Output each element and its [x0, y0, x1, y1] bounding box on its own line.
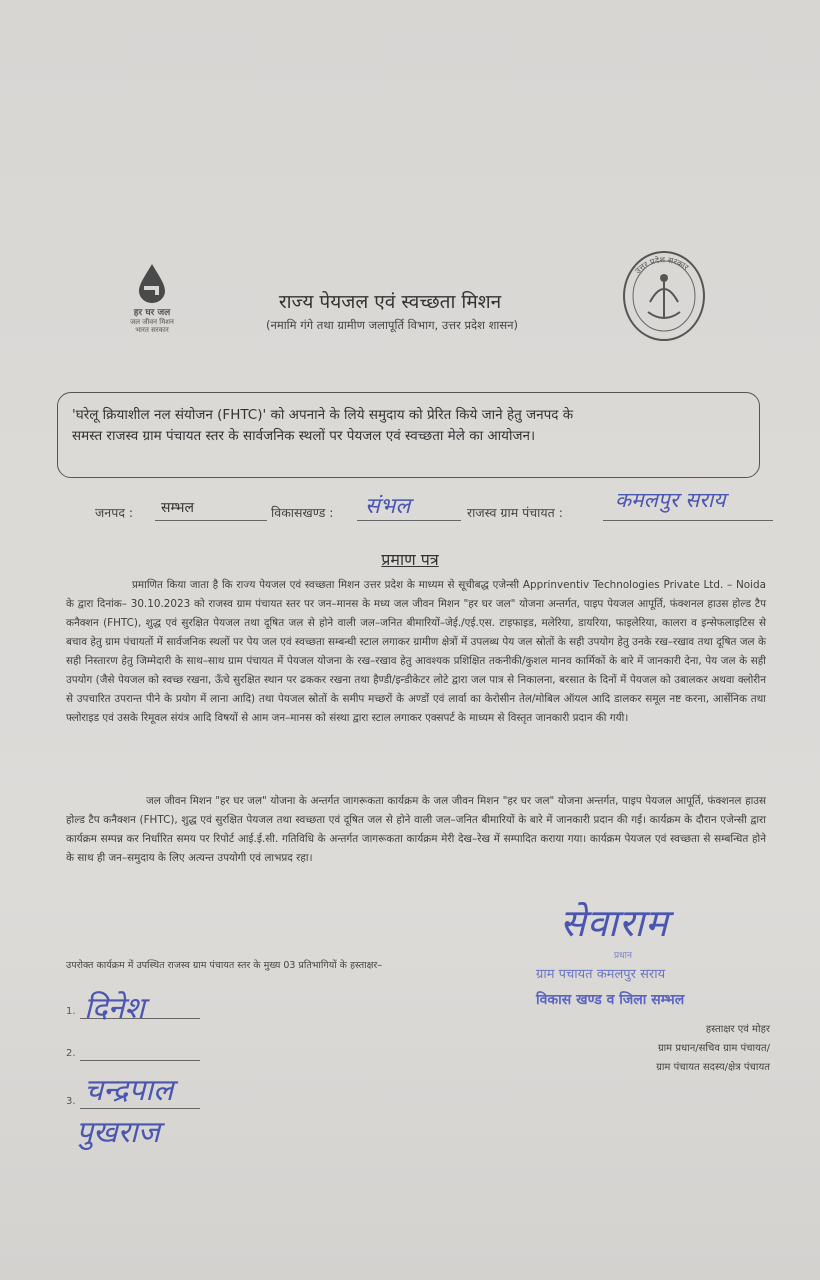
- har-ghar-jal-logo: [128, 262, 176, 346]
- footer-line-1: हस्ताक्षर एवं मोहर: [705, 1024, 770, 1035]
- event-title-box: [57, 392, 760, 478]
- certificate-paragraph-1: प्रमाणित किया जाता है कि राज्य पेयजल एवं स्वच्छता मिशन उत्तर प्रदेश के माध्यम से सूचीबद्ध एजेन्सी Apprinventiv Technologies Private Ltd. – Noida के द्वारा दिनांक– 30.10.2023 को राजस्व ग्राम पंचायत स्तर पर जन–मानस के मध्य जल जीवन मिशन "हर घर जल" योजना अन्तर्गत, पाइप पेयजल आपूर्ति, फंक्शनल हाउस होल्ड टैप कनैक्शन (FHTC), शुद्ध एवं सुरक्षित पेयजल तथा दूषित जल से होने वाली जल–जनित बीमारियों–जेई./एई.एस. टाइफाइड, मलेरिया, डायरिया, फाइलेरिया, कालरा व इन्सेफलाइटिस से बचाव हेतु ग्राम पंचायतों में सार्वजनिक स्थलों पर पेय जल एवं स्वच्छता सम्बन्धी स्टाल लगाकर ग्रामीण क्षेत्रों में उपलब्ध पेय जल स्रोतों के सही उपयोग हेतु उनके रख–रखाव तथा दूषित जल के सही निस्तारण हेतु जिम्मेदारी के साथ–साथ ग्राम पंचायत में पेयजल योजना के रख–रखाव हेतु आवश्यक प्रशिक्षित तकनीकी/कुशल मानव कार्मिकों के बारे में जानकारी देना, पेय जल के सही उपयोग (जैसे पेयजल को स्वच्छ रखना, ऊँचे सुरक्षित स्थान पर ढककर रखना तथा हैण्डी/इन्डीकेटर लोटे द्वारा जल पात्र से निकालना, बरसात के दिनों में पेयजल को उबालकर अथवा क्लोरीन से उपचारित उपरान्त पीने के प्रयोग में लाना आदि) तथा पेयजल स्रोतों के समीप मच्छरों के अण्डों एवं लार्वा का केरोसीन तेल/मोबिल ऑयल आदि डालकर समूल नष्ट करना, आर्सेनिक तथा फ्लोराइड एवं उसके रिमूवल संयंत्र आदि विषयों से आम जन–मानस को संस्था द्वारा स्टाल लगाकर एक्सपर्ट के माध्यम से विस्तृत जानकारी प्रदान की गयी।: [66, 579, 766, 724]
- footer-line-2: ग्राम प्रधान/सचिव ग्राम पंचायत/: [657, 1043, 770, 1054]
- signatory-1-number: 1.: [66, 1006, 76, 1017]
- signatory-1-signature: दिनेश: [84, 991, 145, 1026]
- certificate-heading: प्रमाण पत्र: [381, 550, 439, 569]
- signatory-3-signature: पुखराज: [76, 1115, 160, 1150]
- logo-line-2: जल जीवन मिशन: [130, 318, 174, 327]
- up-government-seal-icon: [620, 248, 708, 344]
- page-subtitle: (नमामि गंगे तथा ग्रामीण जलापूर्ति विभाग, उत्तर प्रदेश शासन): [265, 318, 519, 332]
- pradhan-label: प्रधान: [614, 951, 632, 961]
- signatory-2-number: 2.: [66, 1048, 76, 1059]
- logo-line-3: भारत सरकार: [135, 326, 169, 335]
- stamp-line-1: ग्राम पचायत कमलपुर सराय: [536, 967, 666, 982]
- certificate-paragraph-2: जल जीवन मिशन "हर घर जल" योजना के अन्तर्गत जागरूकता कार्यक्रम के जल जीवन मिशन "हर घर जल" योजना अन्तर्गत, पाइप पेयजल आपूर्ति, फंक्शनल हाउस होल्ड टैप कनैक्शन (FHTC), शुद्ध एवं सुरक्षित पेयजल तथा स्वच्छता एवं दूषित जल से होने वाली जल–जनित बीमारियों के बारे में जानकारी प्रदान की गई। कार्यक्रम के दौरान एजेन्सी द्वारा कार्यक्रम सम्पन्न कर निर्धारित समय पर रिपोर्ट आई.ई.सी. गतिविधि के अन्तर्गत जागरूकता कार्यक्रम मेरी देख–रेख में सम्पादित कराया गया। कार्यक्रम पेयजल एवं स्वच्छता से सम्बन्धित होने के साथ ही जन–समुदाय के लिए अत्यन्त उपयोगी एवं लाभप्रद रहा।: [66, 795, 766, 864]
- signatory-designation: [560, 1020, 770, 1077]
- page-title: राज्य पेयजल एवं स्वच्छता मिशन: [278, 291, 502, 313]
- gram-panchayat-label: राजस्व ग्राम पंचायत :: [467, 505, 563, 520]
- event-line-2: समस्त राजस्व ग्राम पंचायत स्तर के सार्वजनिक स्थलों पर पेयजल एवं स्वच्छता मेले का आयोजन।: [72, 427, 536, 444]
- seal-text: उत्तर प्रदेश सरकार: [633, 255, 691, 276]
- janpad-value: सम्भल: [161, 500, 194, 516]
- signatories-note: उपरोक्त कार्यक्रम में उपस्थित राजस्व ग्राम पंचायत स्तर के मुख्य 03 प्रतिभागियों के हस्ताक्षर–: [66, 960, 383, 971]
- stamp-line-2: विकास खण्ड व जिला सम्भल: [536, 992, 685, 1008]
- signatory-3-number: 3.: [66, 1096, 76, 1107]
- block-label: विकासखण्ड :: [271, 505, 334, 520]
- location-fields: [95, 488, 775, 528]
- gram-panchayat-value: कमलपुर सराय: [615, 488, 726, 512]
- footer-line-3: ग्राम पंचायत सदस्य/क्षेत्र पंचायत: [656, 1062, 770, 1073]
- block-value: संभल: [365, 494, 411, 519]
- pradhan-signature: सेवाराम: [560, 901, 669, 945]
- janpad-label: जनपद :: [95, 505, 134, 520]
- logo-line-1: हर घर जल: [133, 308, 171, 319]
- water-drop-icon: [135, 262, 169, 304]
- signatory-2-signature: चन्द्रपाल: [84, 1073, 174, 1108]
- event-line-1: 'घरेलू क्रियाशील नल संयोजन (FHTC)' को अपनाने के लिये समुदाय को प्रेरित किये जाने हेतु जनपद के: [72, 407, 574, 423]
